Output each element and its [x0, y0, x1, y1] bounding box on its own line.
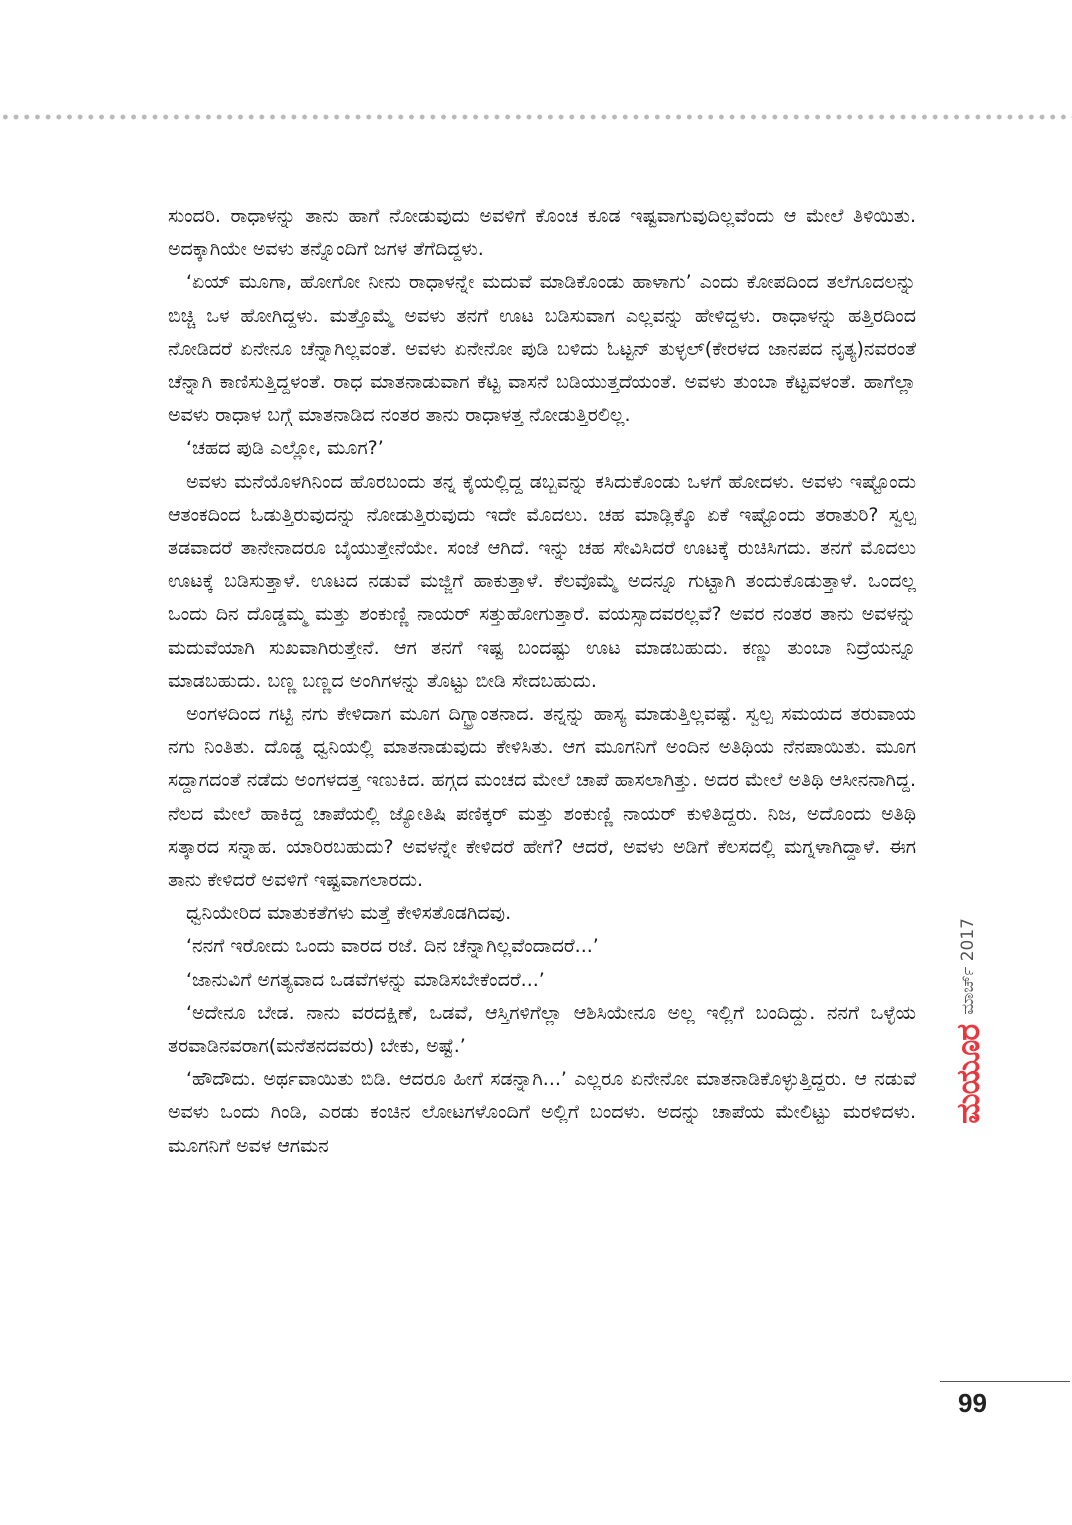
issue-date: ಮಾರ್ಚ್ 2017	[958, 918, 978, 1015]
paragraph: ಅವಳು ಮನೆಯೊಳಗಿನಿಂದ ಹೊರಬಂದು ತನ್ನ ಕೈಯಲ್ಲಿದ್ದ ಡಬ್ಬವನ್ನು ಕಸಿದುಕೊಂಡು ಒಳಗೆ ಹೋದಳು. ಅವಳು ಇಷ್ಟೊಂದು ಆತಂಕದಿಂದ ಓಡುತ್ತಿರುವುದನ್ನು ನೋಡುತ್ತಿರುವುದು ಇದೇ ಮೊದಲು. ಚಹ ಮಾಡ್ಲಿಕ್ಕೊ ಏಕೆ ಇಷ್ಟೊಂದು ತರಾತುರಿ? ಸ್ವಲ್ಪ ತಡವಾದರೆ ತಾನೇನಾದರೂ ಬೈಯುತ್ತೇನೆಯೇ. ಸಂಜೆ ಆಗಿದೆ. ಇನ್ನು ಚಹ ಸೇವಿಸಿದರೆ ಊಟಕ್ಕೆ ರುಚಿಸಿಗದು. ತನಗೆ ಮೊದಲು ಊಟಕ್ಕೆ ಬಡಿಸುತ್ತಾಳೆ. ಊಟದ ನಡುವೆ ಮಜ್ಜಿಗೆ ಹಾಕುತ್ತಾಳೆ. ಕೆಲವೊಮ್ಮೆ ಅದನ್ನೂ ಗುಟ್ಟಾಗಿ ತಂದುಕೊಡುತ್ತಾಳೆ. ಒಂದಲ್ಲ ಒಂದು ದಿನ ದೊಡ್ಡಮ್ಮ ಮತ್ತು ಶಂಕುಣ್ಣಿ ನಾಯರ್ ಸತ್ತುಹೋಗುತ್ತಾರೆ. ವಯಸ್ಸಾದವರಲ್ಲವೆ? ಅವರ ನಂತರ ತಾನು ಅವಳನ್ನು ಮದುವೆಯಾಗಿ ಸುಖವಾಗಿರುತ್ತೇನೆ. ಆಗ ತನಗೆ ಇಷ್ಟ ಬಂದಷ್ಟು ಊಟ ಮಾಡಬಹುದು. ಕಣ್ಣು ತುಂಬಾ ನಿದ್ರೆಯನ್ನೂ ಮಾಡಬಹುದು. ಬಣ್ಣ ಬಣ್ಣದ ಅಂಗಿಗಳನ್ನು ತೊಟ್ಟು ಬೀಡಿ ಸೇದಬಹುದು.	[168, 470, 916, 692]
body-text	[168, 200, 916, 1163]
paragraph: ಅಂಗಳದಿಂದ ಗಟ್ಟಿ ನಗು ಕೇಳಿದಾಗ ಮೂಗ ದಿಗ್ಭ್ರಾಂತನಾದ. ತನ್ನನ್ನು ಹಾಸ್ಯ ಮಾಡುತ್ತಿಲ್ಲವಷ್ಟೆ. ಸ್ವಲ್ಪ ಸಮಯದ ತರುವಾಯ ನಗು ನಿಂತಿತು. ದೊಡ್ಡ ಧ್ವನಿಯಲ್ಲಿ ಮಾತನಾಡುವುದು ಕೇಳಿಸಿತು. ಆಗ ಮೂಗನಿಗೆ ಅಂದಿನ ಅತಿಥಿಯ ನೆನಪಾಯಿತು. ಮೂಗ ಸದ್ದಾಗದಂತೆ ನಡೆದು ಅಂಗಳದತ್ತ ಇಣುಕಿದ. ಹಗ್ಗದ ಮಂಚದ ಮೇಲೆ ಚಾಪೆ ಹಾಸಲಾಗಿತ್ತು. ಅದರ ಮೇಲೆ ಅತಿಥಿ ಆಸೀನನಾಗಿದ್ದ. ನೆಲದ ಮೇಲೆ ಹಾಕಿದ್ದ ಚಾಪೆಯಲ್ಲಿ ಜ್ಯೋತಿಷಿ ಪಣಿಕ್ಕರ್ ಮತ್ತು ಶಂಕುಣ್ಣಿ ನಾಯರ್ ಕುಳಿತಿದ್ದರು. ನಿಜ, ಅದೊಂದು ಅತಿಥಿ ಸತ್ಕಾರದ ಸನ್ನಾಹ. ಯಾರಿರಬಹುದು? ಅವಳನ್ನೇ ಕೇಳಿದರೆ ಹೇಗೆ? ಆದರೆ, ಅವಳು ಅಡಿಗೆ ಕೆಲಸದಲ್ಲಿ ಮಗ್ನಳಾಗಿದ್ದಾಳೆ. ಈಗ ತಾನು ಕೇಳಿದರೆ ಅವಳಿಗೆ ಇಷ್ಟವಾಗಲಾರದು.	[168, 703, 916, 892]
paragraph: ‘ನನಗೆ ಇರೋದು ಒಂದು ವಾರದ ರಜೆ. ದಿನ ಚೆನ್ನಾಗಿಲ್ಲವೆಂದಾದರೆ...’	[186, 935, 599, 958]
magazine-logo: ಮಯೂರ	[948, 1024, 987, 1124]
paragraph: ಸುಂದರಿ. ರಾಧಾಳನ್ನು ತಾನು ಹಾಗೆ ನೋಡುವುದು ಅವಳಿಗೆ ಕೊಂಚ ಕೂಡ ಇಷ್ಟವಾಗುವುದಿಲ್ಲವೆಂದು ಆ ಮೇಲೆ ತಿಳಿಯಿತು. ಅದಕ್ಕಾಗಿಯೇ ಅವಳು ತನ್ನೊಂದಿಗೆ ಜಗಳ ತೆಗೆದಿದ್ದಳು.	[168, 205, 916, 261]
paragraph: ‘ಏಯ್ ಮೂಗಾ, ಹೋಗೋ ನೀನು ರಾಧಾಳನ್ನೇ ಮದುವೆ ಮಾಡಿಕೊಂಡು ಹಾಳಾಗು’ ಎಂದು ಕೋಪದಿಂದ ತಲೆಗೂದಲನ್ನು ಬಿಚ್ಚಿ ಒಳ ಹೋಗಿದ್ದಳು. ಮತ್ತೊಮ್ಮೆ ಅವಳು ತನಗೆ ಊಟ ಬಡಿಸುವಾಗ ಎಲ್ಲವನ್ನು ಹೇಳಿದ್ದಳು. ರಾಧಾಳನ್ನು ಹತ್ತಿರದಿಂದ ನೋಡಿದರೆ ಏನೇನೂ ಚೆನ್ನಾಗಿಲ್ಲವಂತೆ. ಅವಳು ಏನೇನೋ ಪುಡಿ ಬಳಿದು ಓಟ್ಟನ್ ತುಳ್ಳಲ್(ಕೇರಳದ ಜಾನಪದ ನೃತ್ಯ)ನವರಂತೆ ಚೆನ್ನಾಗಿ ಕಾಣಿಸುತ್ತಿದ್ದಳಂತೆ. ರಾಧ ಮಾತನಾಡುವಾಗ ಕೆಟ್ಟ ವಾಸನೆ ಬಡಿಯುತ್ತದೆಯಂತೆ. ಅವಳು ತುಂಬಾ ಕೆಟ್ಟವಳಂತೆ. ಹಾಗೆಲ್ಲಾ ಅವಳು ರಾಧಾಳ ಬಗ್ಗೆ ಮಾತನಾಡಿದ ನಂತರ ತಾನು ರಾಧಾಳತ್ತ ನೋಡುತ್ತಿರಲಿಲ್ಲ.	[168, 271, 916, 427]
magazine-sidebar	[948, 918, 988, 1358]
paragraph: ‘ಅದೇನೂ ಬೇಡ. ನಾನು ವರದಕ್ಷಿಣೆ, ಒಡವೆ, ಆಸ್ತಿಗಳಿಗೆಲ್ಲಾ ಆಶಿಸಿಯೇನೂ ಅಲ್ಲ ಇಲ್ಲಿಗೆ ಬಂದಿದ್ದು. ನನಗೆ ಒಳ್ಳೆಯ ತರವಾಡಿನವರಾಗ(ಮನೆತನದವರು) ಬೇಕು, ಅಷ್ಟೆ.’	[168, 1001, 916, 1058]
page-number: 99	[958, 1388, 987, 1418]
paragraph: ‘ಹೌದೌದು. ಅರ್ಥವಾಯಿತು ಬಿಡಿ. ಆದರೂ ಹೀಗೆ ಸಡನ್ನಾಗಿ...’ ಎಲ್ಲರೂ ಏನೇನೋ ಮಾತನಾಡಿಕೊಳ್ಳುತ್ತಿದ್ದರು. ಆ ನಡುವೆ ಅವಳು ಒಂದು ಗಿಂಡಿ, ಎರಡು ಕಂಚಿನ ಲೋಟಗಳೊಂದಿಗೆ ಅಲ್ಲಿಗೆ ಬಂದಳು. ಅದನ್ನು ಚಾಪೆಯ ಮೇಲಿಟ್ಟು ಮರಳಿದಳು. ಮೂಗನಿಗೆ ಅವಳ ಆಗಮನ	[168, 1068, 916, 1157]
paragraph: ‘ಚಹದ ಪುಡಿ ಎಲ್ಲೋ, ಮೂಗ?’	[186, 437, 384, 460]
paragraph: ಧ್ವನಿಯೇರಿದ ಮಾತುಕತೆಗಳು ಮತ್ತೆ ಕೇಳಿಸತೊಡಗಿದವು.	[186, 902, 512, 925]
page-number-rule	[940, 1381, 1070, 1382]
paragraph: ‘ಜಾನುವಿಗೆ ಅಗತ್ಯವಾದ ಒಡವೆಗಳನ್ನು ಮಾಡಿಸಬೇಕೆಂದರೆ...’	[186, 968, 545, 991]
dotted-divider	[0, 112, 1072, 122]
